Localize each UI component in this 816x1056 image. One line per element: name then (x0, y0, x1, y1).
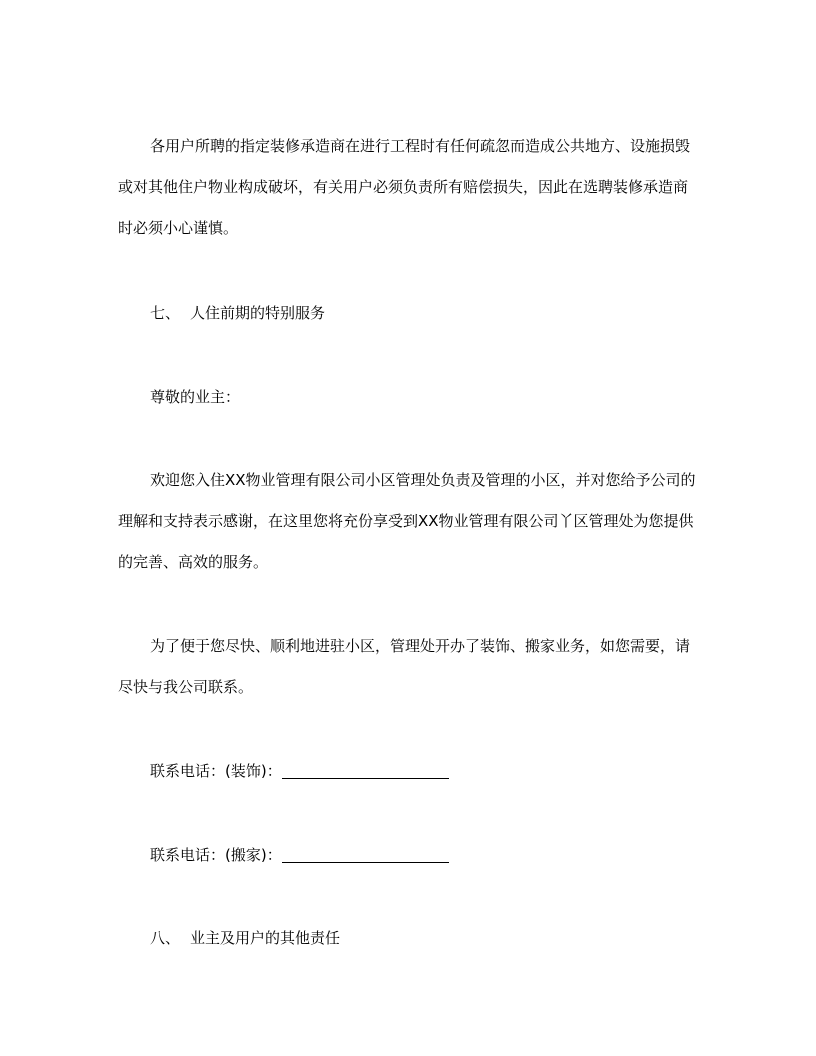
contact-moving-blank (282, 846, 449, 863)
section-7-number: 七、 (150, 304, 181, 322)
contact-decoration-line (150, 760, 449, 782)
section-7-heading (150, 302, 325, 324)
contact-moving-line (150, 844, 449, 866)
services-offer-paragraph: 为了便于您尽快、顺利地进驻小区，管理处开办了装饰、搬家业务，如您需要，请尽快与我公司联系。 (118, 637, 691, 696)
welcome-paragraph: 欢迎您入住XX物业管理有限公司小区管理处负责及管理的小区，并对您给予公司的理解和支持表示感谢，在这里您将充份享受到XX物业管理有限公司丫区管理处为您提供的完善、高效的服务。 (118, 471, 696, 571)
section-8-title: 业主及用户的其他责任 (190, 929, 341, 947)
contact-moving-label: 联系电话：(搬家)： (150, 846, 282, 864)
section-7-title: 人住前期的特别服务 (190, 304, 326, 322)
renovation-liability-paragraph: 各用户所聘的指定装修承造商在进行工程时有任何疏忽而造成公共地方、设施损毁或对其他住户物业构成破坏，有关用户必须负责所有赔偿损失，因此在选聘装修承造商时必须小心谨慎。 (118, 137, 691, 237)
contact-decoration-blank (282, 762, 449, 779)
greeting: 尊敬的业主： (150, 388, 241, 406)
section-8-number: 八、 (150, 929, 181, 947)
section-8-heading (150, 927, 340, 949)
contact-decoration-label: 联系电话：(装饰)： (150, 762, 282, 780)
